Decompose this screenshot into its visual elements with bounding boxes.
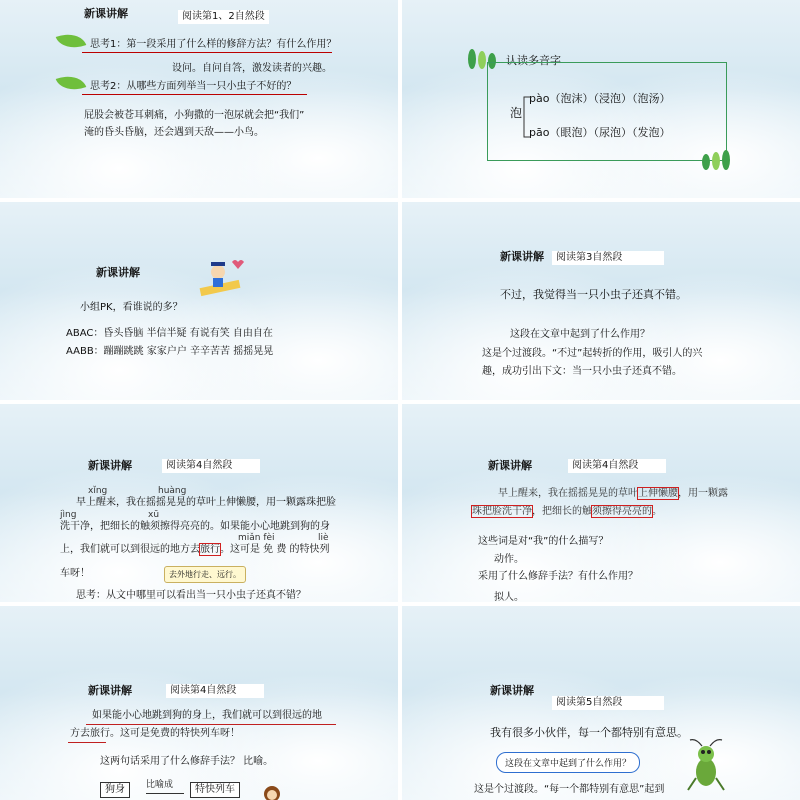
paragraph-text: 早上醒来，我在摇摇晃晃的草叶 — [498, 488, 638, 499]
slide-heading: 新课讲解 — [488, 459, 532, 472]
pinyin-jing: jìng — [60, 510, 77, 520]
compare-box-2: 特快列车 — [190, 782, 240, 798]
pinyin-xing: xǐng — [88, 486, 108, 496]
pinyin-huang: huàng — [158, 486, 187, 496]
slide-8[interactable] — [402, 606, 800, 800]
answer-line-1: 这是个过渡段。“不过”起转折的作用，吸引人的兴 — [482, 348, 703, 359]
slide-subtitle: 阅读第4自然段 — [166, 684, 264, 698]
slide-1[interactable] — [0, 0, 398, 198]
slide-heading: 新课讲解 — [88, 459, 132, 472]
aabb-words: AABB：蹦蹦跳跳 家家户户 辛辛苦苦 摇摇晃晃 — [66, 346, 274, 357]
answer-line-2: 趣，成功引出下文：当一只小虫子还真不错。 — [482, 366, 682, 377]
paragraph-text: ，用一颗露 — [678, 488, 728, 499]
slide-2[interactable] — [402, 0, 800, 198]
question: 这段在文章中起到了什么作用？ — [510, 329, 650, 340]
paragraph-line-1: 如果能小心地跳到狗的身上，我们就可以到很远的地 — [92, 710, 322, 721]
student-on-pencil-icon — [196, 254, 246, 302]
quoted-sentence: 不过，我觉得当一只小虫子还真不错。 — [500, 288, 687, 301]
paragraph-line-2: 方去旅行。这可是免费的特快列车呀！ — [70, 728, 240, 739]
underline — [82, 94, 307, 95]
think-question: 思考：从文中哪里可以看出当一只小虫子还真不错？ — [76, 590, 306, 601]
underline — [82, 52, 332, 53]
pinyin-xu: xū — [148, 510, 160, 520]
paragraph-text: ，把细长的触 — [532, 506, 592, 517]
rhetoric-question: 这两句话采用了什么修辞手法？ 比喻。 — [100, 756, 274, 767]
question-2: 思考2：从哪些方面列举当一只小虫子不好的？ — [90, 81, 297, 92]
reading-row-1: pào（泡沫）（浸泡）（泡汤） — [529, 92, 671, 105]
slide-3[interactable] — [0, 202, 398, 400]
paragraph-text: 。 — [652, 506, 662, 517]
compare-box-1: 狗身 — [100, 782, 130, 798]
answer-1: 动作。 — [494, 554, 524, 565]
slide-subtitle: 阅读第5自然段 — [552, 696, 664, 710]
slide-heading: 新课讲解 — [88, 684, 132, 697]
slide-heading: 新课讲解 — [490, 684, 534, 697]
paragraph-line-1: 早上醒来，我在摇摇晃晃的草叶上伸懒腰，用一颗露珠把脸 — [76, 497, 336, 508]
slide-heading: 新课讲解 — [96, 266, 140, 279]
slide-subtitle: 阅读第3自然段 — [552, 251, 664, 265]
slide-subtitle: 阅读第1、2自然段 — [178, 10, 269, 24]
question-2: 采用了什么修辞手法？有什么作用？ — [478, 571, 638, 582]
slide-subtitle: 阅读第4自然段 — [162, 459, 260, 473]
question-bubble: 这段在文章中起到了什么作用？ — [496, 752, 640, 773]
slide-title: 认读多音字 — [506, 54, 561, 67]
polyphone-char: 泡 — [510, 106, 523, 120]
question-1: 思考1：第一段采用了什么样的修辞方法？有什么作用？ — [90, 39, 337, 50]
arrow-line — [146, 793, 184, 794]
metaphor-arrow-label: 比喻成 — [146, 780, 174, 790]
question-1: 这些词是对“我”的什么描写？ — [478, 536, 609, 547]
highlighted-phrase[interactable]: 珠把脸洗干净 — [472, 506, 532, 517]
slide-4[interactable] — [402, 202, 800, 400]
slide-subtitle: 阅读第4自然段 — [568, 459, 666, 473]
paragraph-text: 。这可是 免 费 的特快列 — [220, 544, 330, 555]
definition-callout: 去外地行走、远行。 — [164, 566, 246, 583]
grasshopper-icon — [682, 738, 732, 794]
highlighted-word[interactable]: 旅行 — [200, 544, 220, 555]
answer: 这是个过渡段。“每一个都特别有意思”起到 — [474, 784, 665, 795]
slide-6[interactable] — [402, 404, 800, 602]
paragraph-line-3 — [60, 544, 330, 556]
underline — [86, 724, 336, 725]
quoted-sentence: 我有很多小伙伴，每一个都特别有意思。 — [490, 726, 688, 739]
slide-7[interactable] — [0, 606, 398, 800]
answer-2: 拟人。 — [494, 592, 524, 602]
pk-prompt: 小组PK，看谁说的多？ — [80, 302, 183, 313]
reading-row-2: pāo（眼泡）（尿泡）（发泡） — [529, 126, 671, 139]
highlighted-phrase[interactable]: 上伸懒腰 — [638, 488, 678, 499]
leaf-icon — [56, 28, 87, 54]
paragraph-text: 上，我们就可以到很远的地方去 — [60, 544, 200, 555]
abac-words: ABAC：昏头昏脑 半信半疑 有说有笑 自由自在 — [66, 328, 273, 339]
paragraph-line-2: 洗干净，把细长的触须擦得亮亮的。如果能小心地跳到狗的身 — [60, 521, 330, 532]
paragraph-line-1 — [498, 488, 728, 500]
highlighted-phrase[interactable]: 须擦得亮亮的 — [592, 506, 652, 517]
paragraph-line-4: 车呀！ — [60, 568, 90, 579]
pinyin-mianfei: miǎn fèi — [238, 533, 275, 543]
bracket-icon — [520, 96, 532, 138]
leaf-icon — [56, 70, 87, 96]
answer-2-line-1: 屁股会被苍耳刺痛，小狗撒的一泡尿就会把“我们” — [84, 110, 305, 121]
underline — [68, 742, 106, 743]
pinyin-lie: liè — [318, 533, 329, 543]
girl-avatar-icon — [262, 784, 282, 800]
slide-5[interactable] — [0, 404, 398, 602]
slide-heading: 新课讲解 — [500, 250, 544, 263]
answer-1: 设问。自问自答，激发读者的兴趣。 — [172, 63, 332, 74]
slide-heading: 新课讲解 — [84, 7, 128, 20]
answer-2-line-2: 淹的昏头昏脑，还会遇到天敌——小鸟。 — [84, 127, 264, 138]
paragraph-line-2 — [472, 506, 662, 518]
